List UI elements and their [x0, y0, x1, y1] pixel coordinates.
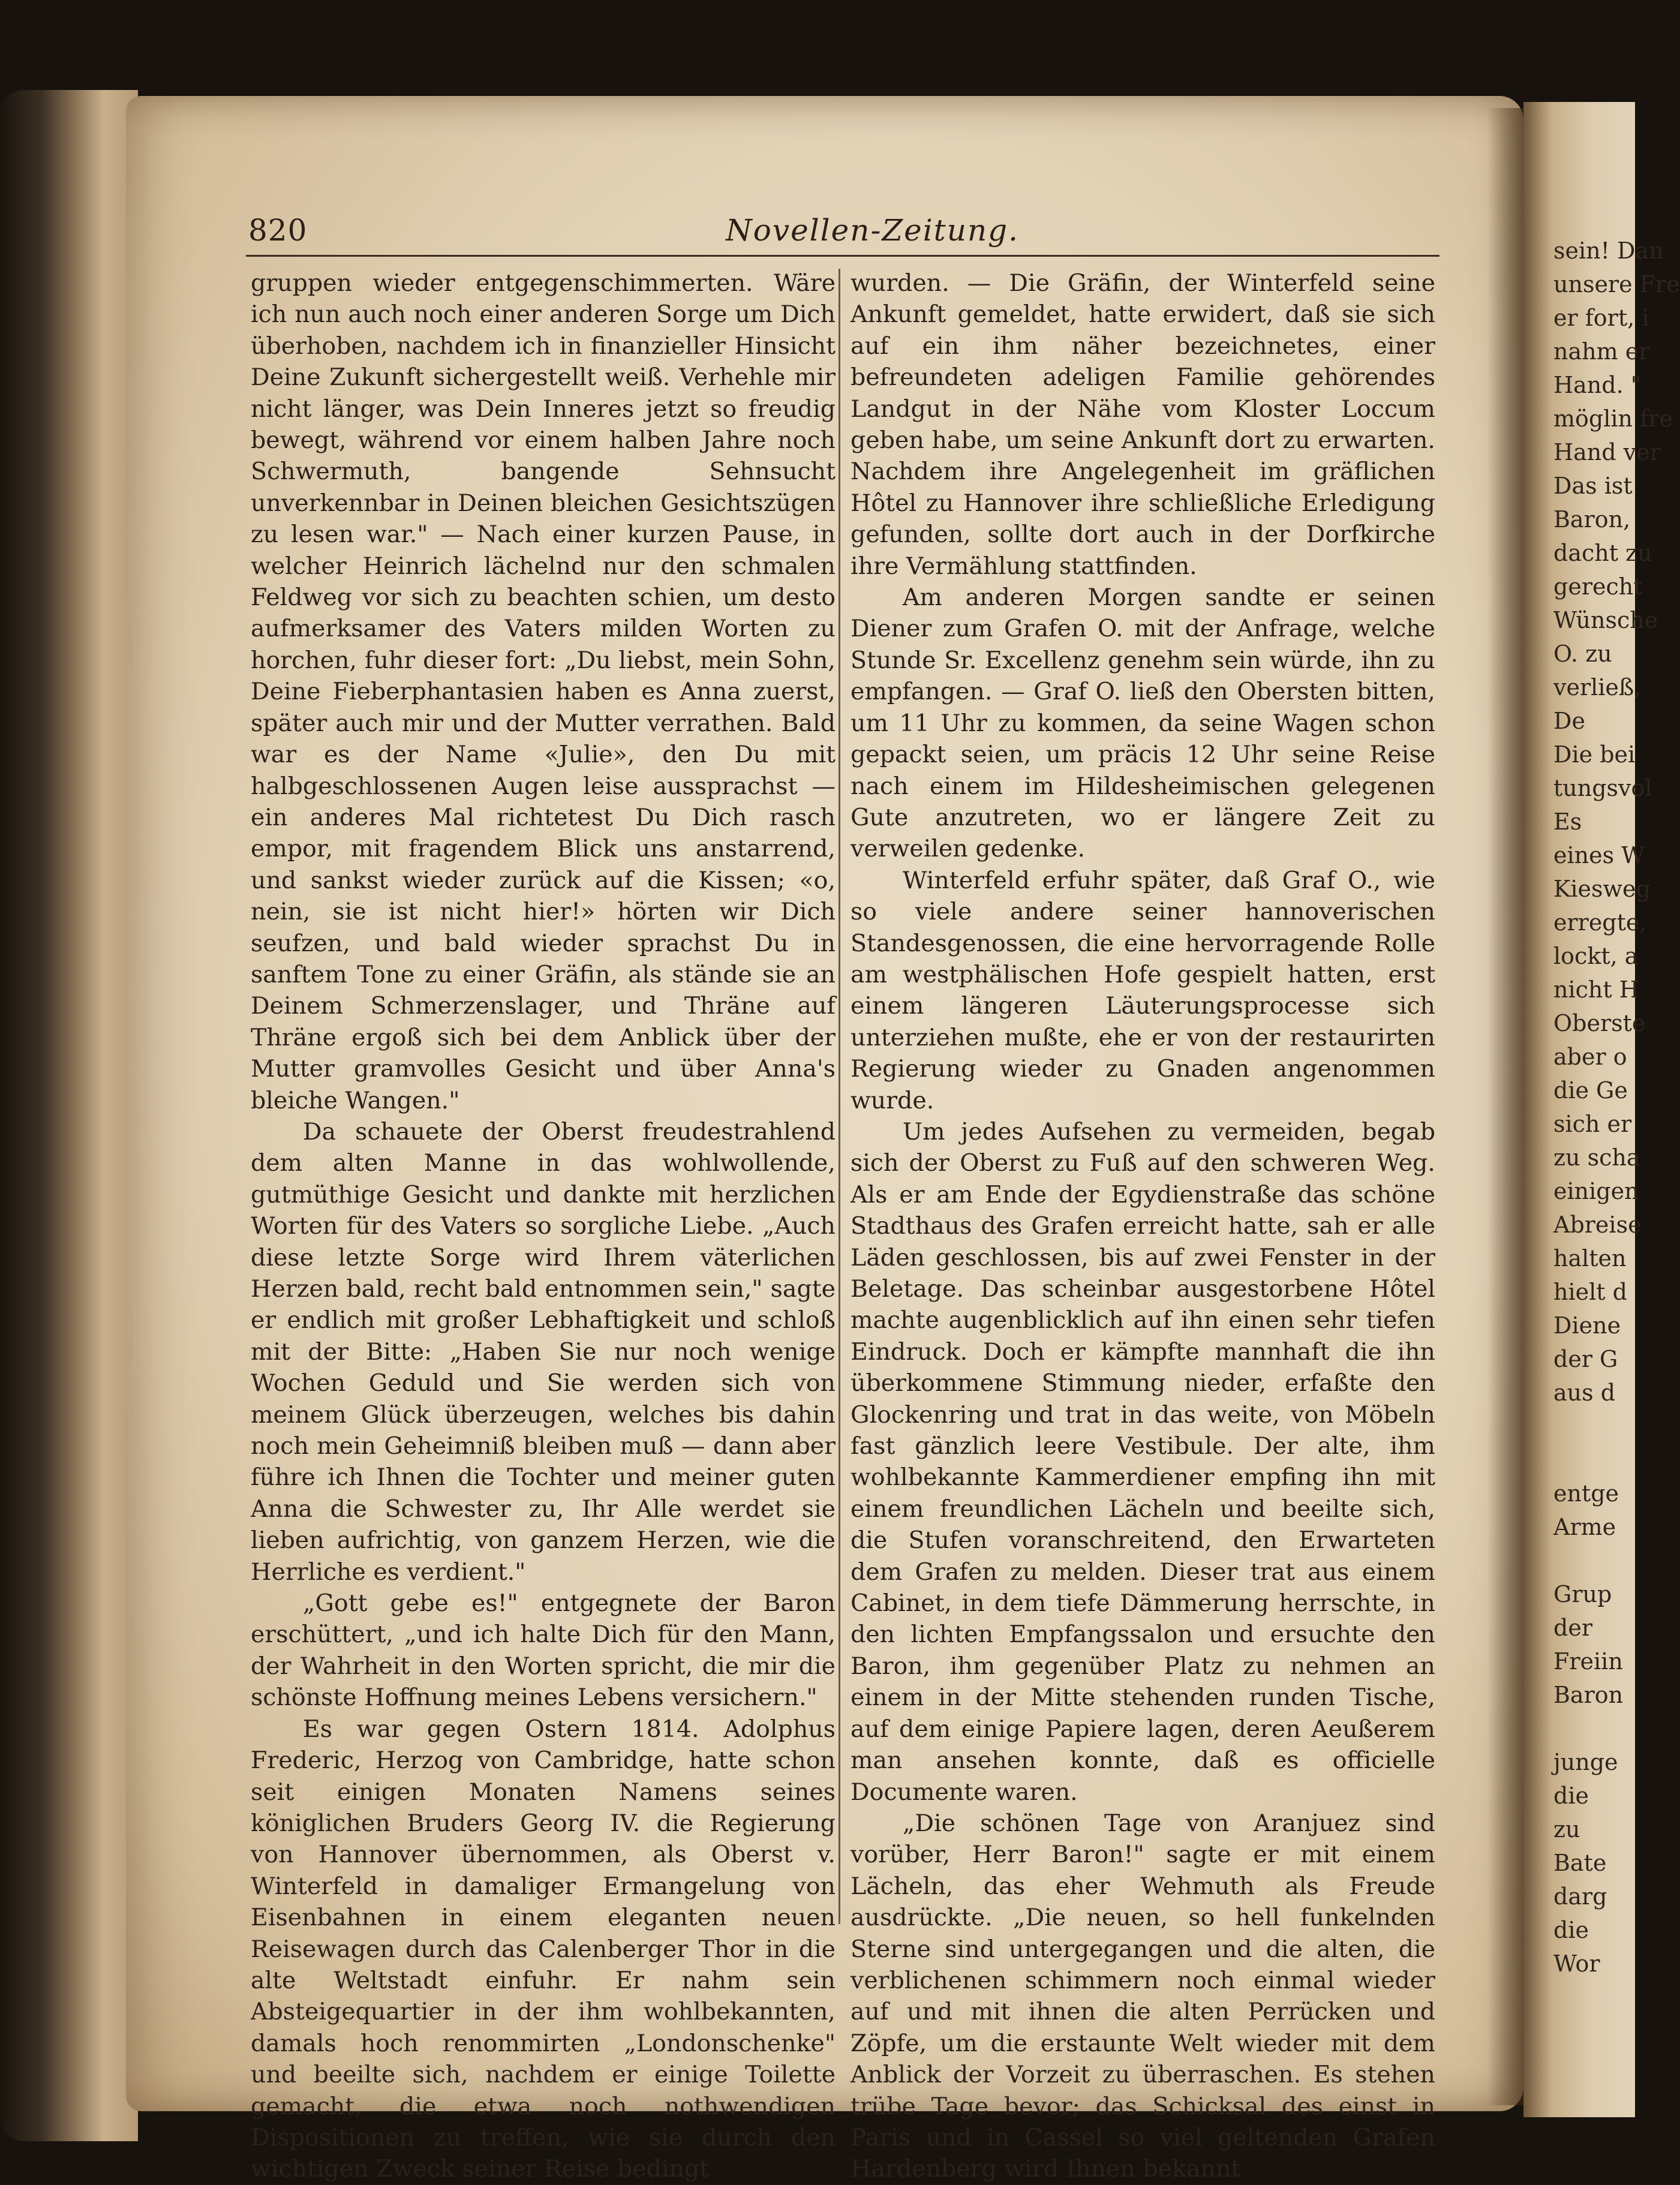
- facing-page-line: sein! Dan: [1553, 238, 1664, 264]
- facing-page-line: verließ,: [1553, 674, 1642, 701]
- facing-page-line: die Ge: [1553, 1077, 1628, 1104]
- paragraph: Es war gegen Ostern 1814. Adolphus Frederic, Herzog von Cambridge, hatte schon seit einigen Monaten Namens seines königlichen Bruders Georg IV. die Regierung von Hannover übernommen, als Oberst v. Winterfeld in damaliger Ermangelung von Eisenbahnen in einem eleganten neuen Reisewagen durch das Calenberger Thor in die alte Weltstadt einfuhr. Er nahm sein Absteigequartier in der ihm wohlbekannten, damals hoch renommirten „Londonschenke" und beeilte sich, nachdem er einige Toilette gemacht, die etwa noch nothwendigen Dispositionen zu treffen, wie sie durch den wichtigen Zweck seiner Reise bedingt: [251, 1715, 836, 2183]
- facing-page-line: junge: [1553, 1749, 1618, 1775]
- facing-page-line: Es: [1553, 809, 1582, 835]
- facing-page-line: nicht H: [1553, 976, 1639, 1003]
- book-page-edges: [0, 90, 138, 2141]
- facing-page-line: aber o: [1553, 1044, 1627, 1070]
- facing-page-line: Wor: [1553, 1950, 1600, 1977]
- facing-page-line: sich er: [1553, 1111, 1632, 1137]
- facing-page-line: lockt, a: [1553, 943, 1639, 969]
- facing-page-line: gerecht: [1553, 573, 1643, 600]
- facing-page-line: tungsvol: [1553, 775, 1652, 801]
- facing-page-line: [1553, 1712, 1635, 1745]
- paragraph: Da schauete der Oberst freudestrahlend dem alten Manne in das wohlwollende, gutmüthige Gesicht und dankte mit herzlichen Worten für des Vaters so sorgliche Liebe. „Auch diese letzte Sorge wird Ihrem väterlichen Herzen bald, recht bald entnommen sein," sagte er endlich mit großer Lebhaftigkeit und schloß mit der Bitte: „Haben Sie nur noch wenige Wochen Geduld und Sie werden sich von meinem Glück überzeugen, welches bis dahin noch mein Geheimniß bleiben muß — dann aber führe ich Ihnen die Tochter und meiner guten Anna die Schwester zu, Ihr Alle werdet sie lieben aufrichtig, von ganzem Herzen, wie die Herrliche es verdient.": [251, 1117, 836, 1586]
- page-header: [246, 213, 1439, 257]
- facing-page-line: De: [1553, 708, 1585, 734]
- facing-page-line: erregte,: [1553, 909, 1647, 936]
- facing-page-line: halten: [1553, 1245, 1627, 1272]
- running-title: Novellen-Zeitung.: [726, 213, 1020, 248]
- facing-page-line: [1553, 1443, 1635, 1477]
- facing-page-line: die: [1553, 1917, 1589, 1943]
- facing-page-line: unsere Fre: [1553, 271, 1680, 297]
- facing-page-line: Freiin: [1553, 1648, 1623, 1675]
- facing-page-line: Baron: [1553, 1682, 1624, 1708]
- facing-page-line: darg: [1553, 1883, 1607, 1910]
- facing-page-line: Die bei: [1553, 741, 1636, 768]
- facing-page-line: entge: [1553, 1480, 1619, 1507]
- facing-page-line: Diene: [1553, 1312, 1621, 1339]
- facing-page-line: Hand ver: [1553, 439, 1661, 465]
- facing-page-line: der: [1553, 1615, 1592, 1641]
- paragraph: „Die schönen Tage von Aranjuez sind vorüber, Herr Baron!" sagte er mit einem Lächeln, das eher Wehmuth als Freude ausdrückte. „Die neuen, so hell funkelnden Sterne sind untergegangen und die alten, die verblichenen schimmern noch einmal wieder auf und mit ihnen die alten Perrücken und Zöpfe, um die erstaunte Welt wieder mit dem Anblick der Vorzeit zu überraschen. Es stehen trübe Tage bevor; das Schicksal des einst in Paris und in Cassel so viel geltenden Grafen Hardenberg wird Ihnen bekannt: [850, 1809, 1435, 2183]
- facing-page-line: der G: [1553, 1346, 1618, 1372]
- facing-page-line: hielt d: [1553, 1279, 1627, 1305]
- facing-page-line: [1553, 1409, 1635, 1443]
- facing-page-line: nahm er: [1553, 338, 1650, 365]
- page-number: 820: [248, 213, 308, 248]
- facing-page-line: Arme: [1553, 1514, 1616, 1540]
- right-text-column: [850, 268, 1435, 2185]
- facing-page-line: dacht zu: [1553, 540, 1652, 566]
- paragraph: Winterfeld erfuhr später, daß Graf O., wie so viele andere seiner hannoverischen Standesgenossen, die eine hervorragende Rolle am westphälischen Hofe gespielt hatten, erst einem längeren Läuterungsprocesse sich unterziehen mußte, ehe er von der restaurirten Regierung wieder zu Gnaden angenommen wurde.: [850, 866, 1435, 1114]
- facing-page-line: Grup: [1553, 1581, 1612, 1607]
- facing-page-text: [1553, 234, 1680, 2081]
- left-text-column: [251, 268, 836, 2185]
- paragraph: „Gott gebe es!" entgegnete der Baron erschüttert, „und ich halte Dich für den Mann, der Wahrheit in den Worten spricht, die mir die schönste Hoffnung meines Lebens versichern.": [251, 1589, 836, 1712]
- facing-page-line: [1553, 1544, 1635, 1577]
- facing-page-line: aus d: [1553, 1379, 1616, 1406]
- facing-page-line: Baron,: [1553, 506, 1631, 533]
- facing-page-line: O. zu: [1553, 641, 1612, 667]
- paragraph: Am anderen Morgen sandte er seinen Diener zum Grafen O. mit der Anfrage, welche Stunde Sr. Excellenz genehm sein würde, ihn zu empfangen. — Graf O. ließ den Obersten bitten, um 11 Uhr zu kommen, da seine Wagen schon gepackt seien, um präcis 12 Uhr seine Reise nach einem im Hildesheimischen gelegenen Gute anzutreten, wo er längere Zeit zu verweilen gedenke.: [850, 584, 1435, 863]
- facing-page-line: Oberste: [1553, 1010, 1646, 1036]
- paragraph: gruppen wieder entgegenschimmerten. Wäre ich nun auch noch einer anderen Sorge um Dich überhoben, nachdem ich in finanzieller Hinsicht Deine Zukunft sichergestellt weiß. Verhehle mir nicht länger, was Dein Inneres jetzt so freudig bewegt, während vor einem halben Jahre noch Schwermuth, bangende Sehnsucht unverkennbar in Deinen bleichen Gesichtszügen zu lesen war." — Nach einer kurzen Pause, in welcher Heinrich lächelnd nur den schmalen Feldweg vor sich zu beachten schien, um desto aufmerksamer des Vaters milden Worten zu horchen, fuhr dieser fort: „Du liebst, mein Sohn, Deine Fieberphantasien haben es Anna zuerst, später auch mir und der Mutter verrathen. Bald war es der Name «Julie», den Du mit halbgeschlossenen Augen leise aussprachst — ein anderes Mal richtetest Du Dich rasch empor, mit fragendem Blick uns anstarrend, und sankst wieder zurück auf die Kissen; «o, nein, sie ist nicht hier!» hörten wir Dich seufzen, und bald wieder sprachst Du in sanftem Tone zu einer Gräfin, als stände sie an Deinem Schmerzenslager, und Thräne auf Thräne ergoß sich bei dem Anblick über der Mutter gramvolles Gesicht und über Anna's bleiche Wangen.": [251, 269, 836, 1114]
- facing-page-line: eines W: [1553, 842, 1645, 868]
- facing-page-line: Hand. ": [1553, 372, 1642, 398]
- facing-page-line: einigen: [1553, 1178, 1639, 1204]
- facing-page-line: möglin fre: [1553, 405, 1673, 432]
- column-divider: [839, 269, 840, 1924]
- paragraph: Um jedes Aufsehen zu vermeiden, begab sich der Oberst zu Fuß auf den schweren Weg. Als er am Ende der Egydienstraße das schöne Stadthaus des Grafen erreicht hatte, sah er alle Läden geschlossen, bis auf zwei Fenster in der Beletage. Das scheinbar ausgestorbene Hôtel machte augenblicklich auf ihn einen sehr tiefen Eindruck. Doch er kämpfte mannhaft die ihn überkommene Stimmung nieder, erfaßte den Glockenring und trat in das weite, von Möbeln fast gänzlich leere Vestibule. Der alte, ihm wohlbekannte Kammerdiener empfing ihn mit einem freundlichen Lächeln und beeilte sich, die Stufen voranschreitend, den Erwarteten dem Grafen zu melden. Dieser trat aus einem Cabinet, in dem tiefe Dämmerung herrschte, in den lichten Empfangssalon und ersuchte den Baron, ihm gegenüber Platz zu nehmen an einem in der Mitte stehenden runden Tische, auf dem einige Papiere lagen, deren Aeußerem man ansehen konnte, daß es officielle Documente waren.: [850, 1117, 1435, 1806]
- facing-page-line: er fort, i: [1553, 305, 1649, 331]
- facing-page-line: Wünsche: [1553, 607, 1658, 633]
- facing-page-line: Kiesweg: [1553, 876, 1651, 902]
- facing-page-line: Das ist: [1553, 473, 1633, 499]
- facing-page-line: Abreise: [1553, 1212, 1642, 1238]
- paragraph: wurden. — Die Gräfin, der Winterfeld seine Ankunft gemeldet, hatte erwidert, daß sie sich auf ein ihm näher bezeichnetes, einer befreundeten adeligen Familie gehörendes Landgut in der Nähe vom Kloster Loccum geben habe, um seine Ankunft dort zu erwarten. Nachdem ihre Angelegenheit im gräflichen Hôtel zu Hannover ihre schließliche Erledigung gefunden, sollte dort auch in der Dorfkirche ihre Vermählung stattfinden.: [850, 269, 1435, 580]
- facing-page-line: zu: [1553, 1816, 1580, 1843]
- facing-page-line: die: [1553, 1783, 1589, 1809]
- facing-page-line: Bate: [1553, 1850, 1607, 1876]
- facing-page-line: zu scha: [1553, 1144, 1640, 1171]
